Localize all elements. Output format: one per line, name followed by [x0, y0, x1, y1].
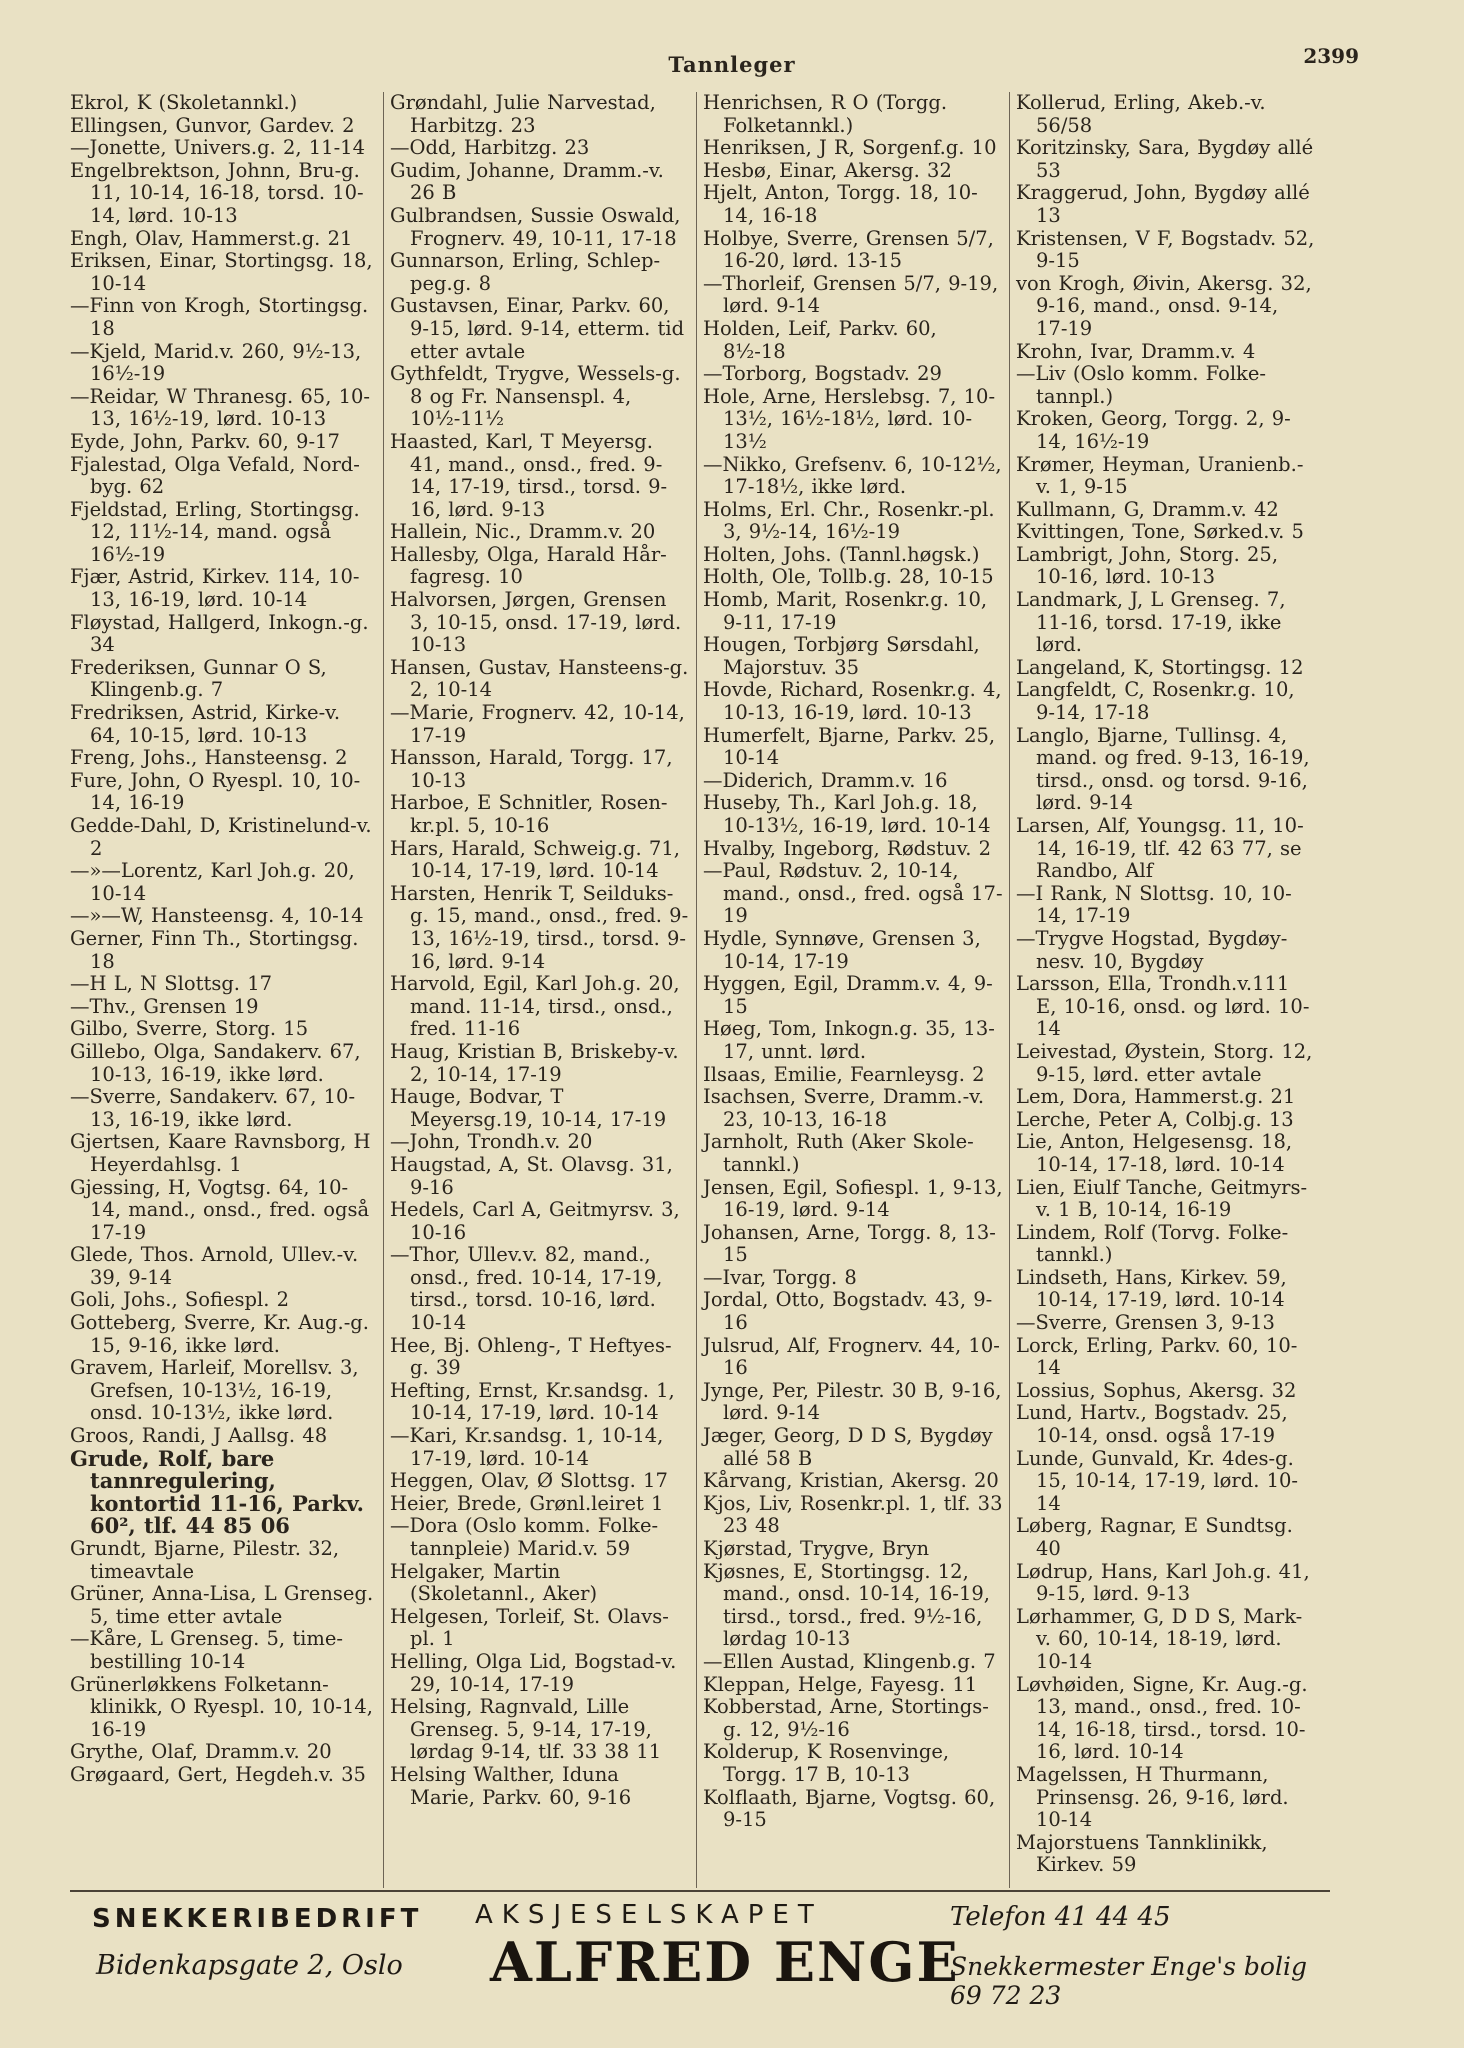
- directory-entry: Kraggerud, John, Bygdøy allé 13: [1016, 181, 1310, 227]
- directory-entry: Kolderup, K Rosenvinge, Torgg. 17 B, 10-13: [703, 1740, 950, 1786]
- directory-entry: Langlo, Bjarne, Tullinsg. 4, mand. og fred. 9-13, 16-19, tirsd., onsd. og torsd. 9-16, lørd. 9-14: [1016, 723, 1310, 815]
- directory-entry: —»—W, Hansteensg. 4, 10-14: [70, 904, 364, 928]
- directory-entry: —Ivar, Torgg. 8: [703, 1265, 857, 1289]
- directory-entry: Langfeldt, C, Rosenkr.g. 10, 9-14, 17-18: [1016, 678, 1295, 725]
- directory-entry: Grude, Rolf, bare tannregulering, kontortid 11-16, Parkv. 60², tlf. 44 85 06: [70, 1445, 364, 1539]
- directory-entry: —Nikko, Grefsenv. 6, 10-12½, 17-18½, ikke lørd.: [703, 452, 1002, 499]
- directory-entry: Helling, Olga Lid, Bogstad-v. 29, 10-14, 17-19: [390, 1649, 677, 1696]
- directory-entry: Gravem, Harleif, Morellsv. 3, Grefsen, 10-13½, 16-19, onsd. 10-13½, ikke lørd.: [70, 1356, 359, 1425]
- directory-entry: Holden, Leif, Parkv. 60, 8½-18: [703, 316, 937, 363]
- directory-entry: Krohn, Ivar, Dramm.v. 4: [1016, 339, 1256, 363]
- directory-entry: Holbye, Sverre, Grensen 5/7, 16-20, lørd. 13-15: [703, 226, 994, 273]
- directory-entry: Jordal, Otto, Bogstadv. 43, 9-16: [703, 1288, 993, 1335]
- directory-entry: Engelbrektson, Johnn, Bru-g. 11, 10-14, 16-18, torsd. 10-14, lørd. 10-13: [70, 158, 364, 227]
- directory-entry: Hovde, Richard, Rosenkr.g. 4, 10-13, 16-19, lørd. 10-13: [703, 678, 1002, 725]
- directory-entry: Frederiksen, Gunnar O S, Klingenb.g. 7: [70, 655, 327, 702]
- directory-entry: Helsing, Ragnvald, Lille Grenseg. 5, 9-14, 17-19, lørdag 9-14, tlf. 33 38 11: [390, 1695, 662, 1764]
- directory-entry: —Trygve Hogstad, Bygdøy-nesv. 10, Bygdøy: [1016, 926, 1288, 973]
- directory-entry: Helgesen, Torleif, St. Olavs-pl. 1: [390, 1604, 669, 1651]
- directory-entry: —Kari, Kr.sandsg. 1, 10-14, 17-19, lørd. 10-14: [390, 1424, 664, 1470]
- directory-entry: Hole, Arne, Herslebsg. 7, 10-13½, 16½-18½, lørd. 10-13½: [703, 384, 996, 453]
- directory-entry: Fløystad, Hallgerd, Inkogn.-g. 34: [70, 610, 369, 657]
- directory-entry: —Sverre, Sandakerv. 67, 10-13, 16-19, ikke lørd.: [70, 1085, 356, 1131]
- directory-entry: Lambrigt, John, Storg. 25, 10-16, lørd. 10-13: [1016, 542, 1279, 589]
- directory-entry: Jæger, Georg, D D S, Bygdøy allé 58 B: [703, 1424, 993, 1470]
- directory-entry: Kjøsnes, E, Stortingsg. 12, mand., onsd. 10-14, 16-19, tirsd., torsd., fred. 9½-16, lørdag 10-13: [703, 1559, 990, 1651]
- directory-entry: Henriksen, J R, Sorgenf.g. 10: [703, 136, 997, 160]
- directory-entry: Grøndahl, Julie Narvestad, Harbitzg. 23: [390, 92, 656, 137]
- directory-entry: Groos, Randi, J Aallsg. 48: [70, 1424, 328, 1448]
- directory-entry: Gustavsen, Einar, Parkv. 60, 9-15, lørd. 9-14, etterm. tid etter avtale: [390, 294, 685, 363]
- directory-entry: Huseby, Th., Karl Joh.g. 18, 10-13½, 16-19, lørd. 10-14: [703, 791, 991, 837]
- directory-column-4: [1009, 92, 1322, 1888]
- directory-entry: —Dora (Oslo komm. Folke-tannpleie) Marid.v. 59: [390, 1514, 659, 1560]
- page-number: 2399: [1303, 44, 1359, 68]
- directory-entry: Gilbo, Sverre, Storg. 15: [70, 1017, 309, 1041]
- directory-entry: Gythfeldt, Trygve, Wessels-g. 8 og Fr. Nansenspl. 4, 10½-11½: [390, 362, 681, 431]
- directory-entry: —Thorleif, Grensen 5/7, 9-19, lørd. 9-14: [703, 271, 999, 318]
- directory-entry: Hjelt, Anton, Torgg. 18, 10-14, 16-18: [703, 181, 978, 227]
- directory-entry: Harboe, E Schnitler, Rosen-kr.pl. 5, 10-16: [390, 791, 668, 837]
- directory-entry: Larsen, Alf, Youngsg. 11, 10-14, 16-19, tlf. 42 63 77, se Randbo, Alf: [1016, 814, 1304, 883]
- directory-entry: Lorck, Erling, Parkv. 60, 10-14: [1016, 1333, 1298, 1380]
- directory-entry: Lem, Dora, Hammerst.g. 21: [1016, 1085, 1296, 1109]
- directory-entry: Homb, Marit, Rosenkr.g. 10, 9-11, 17-19: [703, 588, 988, 634]
- directory-entry: Kobberstad, Arne, Stortings-g. 12, 9½-16: [703, 1695, 989, 1741]
- directory-entry: Kollerud, Erling, Akeb.-v. 56/58: [1016, 92, 1266, 137]
- directory-entry: Holms, Erl. Chr., Rosenkr.-pl. 3, 9½-14, 16½-19: [703, 497, 995, 544]
- directory-entry: Haasted, Karl, T Meyersg. 41, mand., onsd., fred. 9-14, 17-19, tirsd., torsd. 9-16, lørd. 9-13: [390, 429, 668, 521]
- directory-entry: Lund, Hartv., Bogstadv. 25, 10-14, onsd. også 17-19: [1016, 1401, 1288, 1448]
- directory-entry: Lindseth, Hans, Kirkev. 59, 10-14, 17-19, lørd. 10-14: [1016, 1265, 1287, 1312]
- directory-entry: —Odd, Harbitzg. 23: [390, 136, 590, 160]
- directory-entry: Isachsen, Sverre, Dramm.-v. 23, 10-13, 16-18: [703, 1085, 985, 1131]
- directory-entry: Lie, Anton, Helgesensg. 18, 10-14, 17-18, lørd. 10-14: [1016, 1130, 1293, 1176]
- ad-company-name: ALFRED ENGE: [490, 1930, 960, 1994]
- directory-column-3: [696, 92, 1009, 1888]
- directory-entry: Helsing Walther, Iduna Marie, Parkv. 60, 9-16: [390, 1762, 632, 1809]
- directory-entry: Halvorsen, Jørgen, Grensen 3, 10-15, onsd. 17-19, lørd. 10-13: [390, 588, 682, 657]
- directory-entry: Kvittingen, Tone, Sørked.v. 5: [1016, 520, 1304, 544]
- directory-entry: Larsson, Ella, Trondh.v.111 E, 10-16, onsd. og lørd. 10-14: [1016, 972, 1310, 1041]
- directory-entry: Freng, Johs., Hansteensg. 2: [70, 746, 348, 770]
- directory-entry: Holth, Ole, Tollb.g. 28, 10-15: [703, 565, 994, 589]
- directory-entry: von Krogh, Øivin, Akersg. 32, 9-16, mand., onsd. 9-14, 17-19: [1016, 271, 1312, 340]
- directory-entry: Eriksen, Einar, Stortingsg. 18, 10-14: [70, 249, 373, 295]
- directory-entry: —I Rank, N Slottsg. 10, 10-14, 17-19: [1016, 881, 1292, 928]
- directory-entry: Fredriksen, Astrid, Kirke-v. 64, 10-15, lørd. 10-13: [70, 701, 341, 747]
- directory-entry: Hansen, Gustav, Hansteens-g. 2, 10-14: [390, 655, 689, 702]
- directory-entry: —»—Lorentz, Karl Joh.g. 20, 10-14: [70, 859, 355, 905]
- advertisement: [70, 1890, 1330, 2010]
- directory-entry: Hallein, Nic., Dramm.v. 20: [390, 520, 656, 544]
- directory-entry: Harvold, Egil, Karl Joh.g. 20, mand. 11-14, tirsd., onsd., fred. 11-16: [390, 972, 680, 1041]
- directory-entry: —Finn von Krogh, Stortingsg. 18: [70, 294, 369, 340]
- directory-entry: Hedels, Carl A, Geitmyrsv. 3, 10-16: [390, 1198, 680, 1244]
- directory-entry: —Paul, Rødstuv. 2, 10-14, mand., onsd., fred. også 17-19: [703, 859, 1003, 928]
- directory-entry: Lien, Eiulf Tanche, Geitmyrs-v. 1 B, 10-14, 16-19: [1016, 1175, 1308, 1222]
- directory-entry: Gotteberg, Sverre, Kr. Aug.-g. 15, 9-16, ikke lørd.: [70, 1311, 369, 1357]
- directory-entry: Ilsaas, Emilie, Fearnleysg. 2: [703, 1062, 985, 1086]
- directory-entry: Magelssen, H Thurmann, Prinsensg. 26, 9-16, lørd. 10-14: [1016, 1762, 1289, 1832]
- directory-entry: Hyggen, Egil, Dramm.v. 4, 9-15: [703, 972, 993, 1018]
- directory-entry: Haugstad, A, St. Olavsg. 31, 9-16: [390, 1152, 673, 1199]
- directory-entry: Gerner, Finn Th., Stortingsg. 18: [70, 926, 359, 973]
- directory-entry: Lørhammer, G, D D S, Mark-v. 60, 10-14, 18-19, lørd. 10-14: [1016, 1604, 1303, 1673]
- directory-entry: Løvhøiden, Signe, Kr. Aug.-g. 13, mand., onsd., fred. 10-14, 16-18, tirsd., torsd. 10-16, lørd. 10-14: [1016, 1672, 1308, 1764]
- ad-address: Bidenkapsgate 2, Oslo: [96, 1950, 403, 1981]
- directory-entry: Landmark, J, L Grenseg. 7, 11-16, torsd. 17-19, ikke lørd.: [1016, 588, 1286, 657]
- directory-entry: —Torborg, Bogstadv. 29: [703, 362, 942, 386]
- directory-entry: Hydle, Synnøve, Grensen 3, 10-14, 17-19: [703, 926, 981, 973]
- directory-entry: Henrichsen, R O (Torgg. Folketannkl.): [703, 92, 948, 137]
- directory-entry: Eyde, John, Parkv. 60, 9-17: [70, 429, 340, 453]
- directory-entry: Ekrol, K (Skoletannkl.): [70, 92, 298, 114]
- ad-aksjeselskapet: AKSJESELSKAPET: [475, 1900, 823, 1930]
- directory-entry: Gudim, Johanne, Dramm.-v. 26 B: [390, 158, 664, 205]
- ad-telephone: Telefon 41 44 45: [950, 1902, 1171, 1932]
- directory-column-2: [383, 92, 696, 1888]
- directory-entry: Fure, John, O Ryespl. 10, 10-14, 16-19: [70, 768, 361, 815]
- directory-entry: —Ellen Austad, Klingenb.g. 7: [703, 1649, 996, 1673]
- directory-entry: Krømer, Heyman, Uranienb.-v. 1, 9-15: [1016, 452, 1304, 499]
- directory-entry: Gunnarson, Erling, Schlep-peg.g. 8: [390, 249, 661, 295]
- directory-entry: —Reidar, W Thranesg. 65, 10-13, 16½-19, lørd. 10-13: [70, 384, 370, 431]
- directory-entry: Lossius, Sophus, Akersg. 32: [1016, 1378, 1297, 1402]
- directory-entry: Jensen, Egil, Sofiespl. 1, 9-13, 16-19, lørd. 9-14: [703, 1175, 1003, 1222]
- directory-entry: Lerche, Peter A, Colbj.g. 13: [1016, 1107, 1294, 1131]
- directory-entry: Hallesby, Olga, Harald Hår-fagresg. 10: [390, 542, 667, 589]
- directory-entry: Jarnholt, Ruth (Aker Skole-tannkl.): [703, 1130, 974, 1176]
- directory-entry: —Kåre, L Grenseg. 5, time-bestilling 10-14: [70, 1627, 344, 1673]
- directory-entry: Kjos, Liv, Rosenkr.pl. 1, tlf. 33 23 48: [703, 1491, 1003, 1538]
- directory-entry: Kleppan, Helge, Fayesg. 11: [703, 1672, 978, 1696]
- directory-entry: —Diderich, Dramm.v. 16: [703, 768, 948, 792]
- directory-entry: Hougen, Torbjørg Sørsdahl, Majorstuv. 35: [703, 633, 980, 679]
- directory-entry: —Kjeld, Marid.v. 260, 9½-13, 16½-19: [70, 339, 362, 386]
- directory-entry: Hesbø, Einar, Akersg. 32: [703, 158, 952, 182]
- directory-entry: Engh, Olav, Hammerst.g. 21: [70, 226, 353, 250]
- directory-entry: —H L, N Slottsg. 17: [70, 972, 273, 996]
- directory-entry: —Thor, Ullev.v. 82, mand., onsd., fred. 10-14, 17-19, tirsd., torsd. 10-16, lørd. 10-14: [390, 1243, 663, 1335]
- directory-entry: Kårvang, Kristian, Akersg. 20: [703, 1469, 999, 1493]
- directory-entry: Glede, Thos. Arnold, Ullev.-v. 39, 9-14: [70, 1243, 359, 1289]
- directory-entry: —Liv (Oslo komm. Folke-tannpl.): [1016, 362, 1266, 408]
- directory-entry: Helgaker, Martin (Skoletannl., Aker): [390, 1559, 598, 1606]
- directory-entry: —Thv., Grensen 19: [70, 994, 259, 1018]
- directory-entry: Gjertsen, Kaare Ravnsborg, H Heyerdahlsg. 1: [70, 1130, 371, 1176]
- page-title: Tannleger: [668, 52, 796, 77]
- directory-entry: Kroken, Georg, Torgg. 2, 9-14, 16½-19: [1016, 407, 1291, 453]
- directory-entry: Lødrup, Hans, Karl Joh.g. 41, 9-15, lørd. 9-13: [1016, 1559, 1310, 1606]
- directory-columns: [70, 92, 1322, 1888]
- directory-entry: Hefting, Ernst, Kr.sandsg. 1, 10-14, 17-19, lørd. 10-14: [390, 1378, 675, 1425]
- directory-entry: Hvalby, Ingeborg, Rødstuv. 2: [703, 836, 992, 860]
- directory-entry: Fjalestad, Olga Vefald, Nord-byg. 62: [70, 452, 360, 499]
- directory-column-1: [70, 92, 383, 1888]
- directory-entry: Humerfelt, Bjarne, Parkv. 25, 10-14: [703, 723, 996, 770]
- directory-entry: Kullmann, G, Dramm.v. 42: [1016, 497, 1279, 521]
- directory-entry: Fjær, Astrid, Kirkev. 114, 10-13, 16-19, lørd. 10-14: [70, 565, 360, 612]
- directory-entry: Hauge, Bodvar, T Meyersg.19, 10-14, 17-19: [390, 1085, 667, 1131]
- directory-entry: Julsrud, Alf, Frognerv. 44, 10-16: [703, 1333, 1000, 1380]
- directory-entry: Kolflaath, Bjarne, Vogtsg. 60, 9-15: [703, 1785, 996, 1832]
- directory-entry: Grüner, Anna-Lisa, L Grenseg. 5, time etter avtale: [70, 1582, 374, 1628]
- directory-entry: Heggen, Olav, Ø Slottsg. 17: [390, 1469, 668, 1493]
- directory-entry: —Jonette, Univers.g. 2, 11-14: [70, 136, 365, 160]
- directory-entry: —Marie, Frognerv. 42, 10-14, 17-19: [390, 701, 685, 747]
- directory-entry: Hars, Harald, Schweig.g. 71, 10-14, 17-19, lørd. 10-14: [390, 836, 680, 883]
- directory-entry: Harsten, Henrik T, Seilduks-g. 15, mand., onsd., fred. 9-13, 16½-19, tirsd., torsd. 9-16, lørd. 9-14: [390, 881, 689, 973]
- directory-entry: Johansen, Arne, Torgg. 8, 13-15: [703, 1220, 996, 1267]
- directory-entry: Grundt, Bjarne, Pilestr. 32, timeavtale: [70, 1537, 340, 1583]
- directory-entry: Haug, Kristian B, Briskeby-v. 2, 10-14, 17-19: [390, 1039, 679, 1086]
- directory-entry: Goli, Johs., Sofiespl. 2: [70, 1288, 290, 1312]
- directory-entry: Kristensen, V F, Bogstadv. 52, 9-15: [1016, 226, 1315, 273]
- directory-entry: Gjessing, H, Vogtsg. 64, 10-14, mand., onsd., fred. også 17-19: [70, 1175, 370, 1244]
- directory-entry: Holten, Johs. (Tannl.høgsk.): [703, 542, 980, 566]
- directory-entry: Gulbrandsen, Sussie Oswald, Frognerv. 49, 10-11, 17-18: [390, 203, 681, 250]
- directory-entry: Løberg, Ragnar, E Sundtsg. 40: [1016, 1514, 1293, 1560]
- directory-entry: Kjørstad, Trygve, Bryn: [703, 1537, 930, 1560]
- directory-entry: Grünerløkkens Folketann-klinikk, O Ryespl. 10, 10-14, 16-19: [70, 1672, 373, 1741]
- directory-entry: Gillebo, Olga, Sandakerv. 67, 10-13, 16-19, ikke lørd.: [70, 1039, 361, 1086]
- directory-entry: Leivestad, Øystein, Storg. 12, 9-15, lørd. etter avtale: [1016, 1039, 1313, 1086]
- directory-entry: Langeland, K, Stortingsg. 12: [1016, 655, 1304, 679]
- directory-entry: Majorstuens Tannklinikk, Kirkev. 59: [1016, 1830, 1268, 1877]
- ad-company-type: SNEKKERIBEDRIFT: [92, 1904, 423, 1934]
- directory-entry: Jynge, Per, Pilestr. 30 B, 9-16, lørd. 9-14: [703, 1378, 1002, 1425]
- directory-entry: Gedde-Dahl, D, Kristinelund-v. 2: [70, 814, 372, 860]
- directory-entry: Lindem, Rolf (Torvg. Folke-tannkl.): [1016, 1220, 1289, 1267]
- directory-entry: Lunde, Gunvald, Kr. 4des-g. 15, 10-14, 17-19, lørd. 10-14: [1016, 1446, 1299, 1515]
- directory-entry: Koritzinsky, Sara, Bygdøy allé 53: [1016, 136, 1314, 182]
- ad-residence-phone: Snekkermester Enge's bolig 69 72 23: [950, 1952, 1307, 2010]
- directory-entry: —John, Trondh.v. 20: [390, 1130, 593, 1154]
- directory-entry: Grøgaard, Gert, Hegdeh.v. 35: [70, 1762, 366, 1786]
- directory-entry: Grythe, Olaf, Dramm.v. 20: [70, 1740, 332, 1764]
- directory-entry: —Sverre, Grensen 3, 9-13: [1016, 1311, 1275, 1335]
- directory-entry: Heier, Brede, Grønl.leiret 1: [390, 1491, 664, 1515]
- directory-entry: Ellingsen, Gunvor, Gardev. 2: [70, 113, 355, 137]
- directory-entry: Hee, Bj. Ohleng-, T Heftyes-g. 39: [390, 1333, 672, 1380]
- directory-entry: Høeg, Tom, Inkogn.g. 35, 13-17, unnt. lørd.: [703, 1017, 995, 1063]
- directory-entry: Fjeldstad, Erling, Stortingsg. 12, 11½-14, mand. også 16½-19: [70, 497, 360, 566]
- directory-entry: Hansson, Harald, Torgg. 17, 10-13: [390, 746, 673, 792]
